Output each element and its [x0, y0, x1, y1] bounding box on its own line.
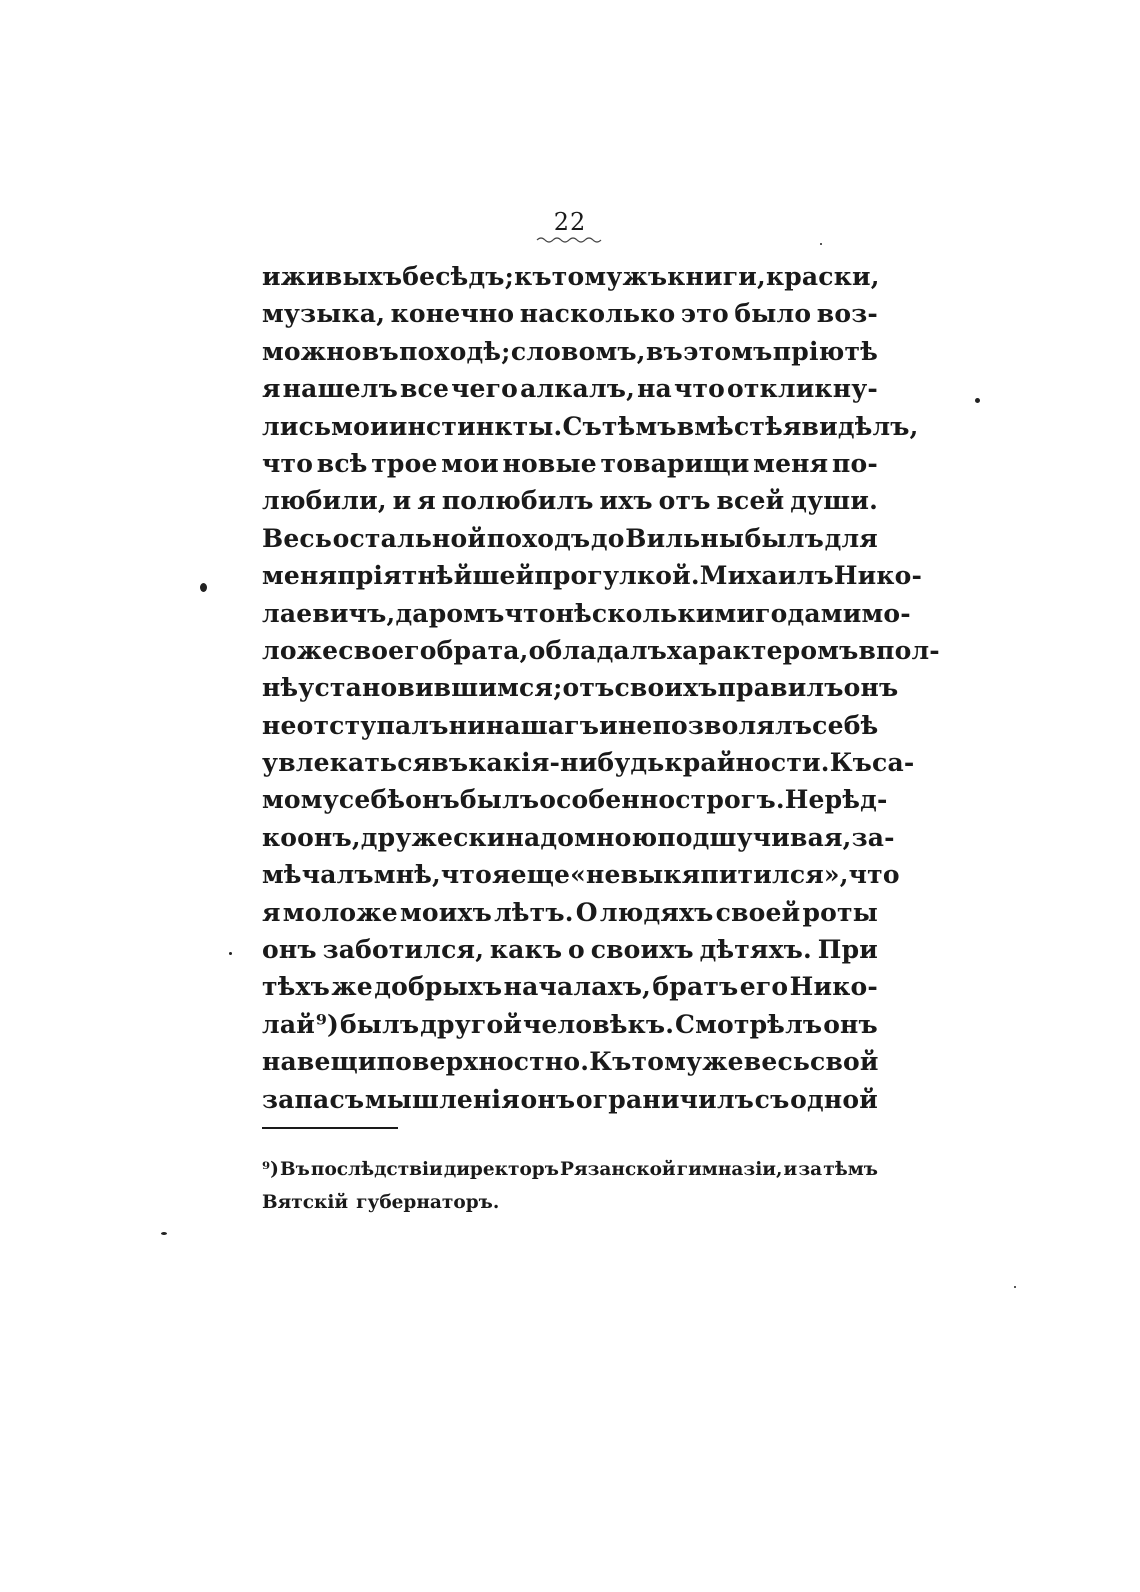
body-word: еще	[510, 860, 571, 890]
body-line	[262, 333, 878, 370]
body-word: шагъ	[520, 710, 600, 740]
body-word: мои	[441, 448, 499, 478]
body-word: мои	[331, 411, 389, 441]
body-word: краски,	[765, 262, 880, 291]
body-word: мышленія	[364, 1084, 520, 1114]
body-word: полюбилъ	[441, 486, 594, 516]
body-line	[262, 819, 895, 856]
body-line	[262, 781, 888, 818]
body-word: по-	[832, 448, 878, 478]
body-line	[262, 445, 878, 482]
scan-speck	[200, 583, 207, 592]
body-word: лай	[262, 1009, 315, 1039]
body-word: прогулкой.	[534, 561, 700, 591]
scan-speck	[1014, 1286, 1016, 1288]
page-number-ornament	[535, 234, 605, 246]
body-word: ⁹)	[315, 1009, 340, 1039]
body-word: отступалъ	[296, 710, 449, 740]
footnote-word: Въ	[279, 1159, 310, 1180]
body-word: онъ	[843, 673, 899, 703]
body-word: же	[702, 1047, 744, 1077]
body-word: ложе	[262, 635, 339, 665]
body-word: заботился,	[322, 935, 485, 965]
body-word: даромъ	[395, 598, 505, 628]
body-word: дружески	[360, 822, 506, 852]
body-word: онъ	[520, 1084, 576, 1114]
body-word: ихъ	[599, 486, 653, 516]
body-word: онъ,	[297, 822, 361, 852]
body-word: на	[262, 1047, 297, 1077]
body-word: началахъ,	[503, 972, 652, 1002]
footnote-word: ⁹)	[262, 1159, 279, 1180]
body-word: лѣтъ.	[494, 897, 574, 927]
body-word: пріютѣ	[772, 336, 878, 366]
body-word: годами	[755, 598, 862, 628]
body-word: не	[617, 710, 653, 740]
body-line	[262, 482, 878, 519]
body-word: тѣмъ	[601, 411, 677, 441]
body-word: бесѣдъ;	[402, 262, 515, 291]
body-word: что	[848, 860, 900, 890]
body-word: остальной	[332, 523, 487, 553]
body-word: нашелъ	[282, 374, 398, 404]
body-word: са-	[872, 748, 915, 778]
body-word: все	[399, 374, 450, 404]
body-word: ко	[262, 822, 298, 852]
body-word: было	[734, 299, 812, 329]
body-word: свой	[810, 1047, 879, 1077]
body-word: мо-	[861, 598, 911, 628]
body-word: какія-нибудь	[468, 748, 665, 778]
body-word: Нерѣд-	[784, 785, 888, 815]
body-word: характеромъ	[667, 635, 859, 665]
body-word: души.	[790, 486, 878, 516]
body-word: какъ	[489, 935, 563, 965]
footnote-word: послѣдствіи	[310, 1159, 443, 1180]
body-line	[262, 370, 878, 407]
body-word: установившимся;	[298, 673, 563, 703]
body-word: можно	[262, 336, 362, 366]
body-line	[262, 894, 878, 931]
body-word: онъ	[405, 785, 460, 815]
body-word: съ	[754, 1084, 790, 1114]
body-word: надо	[505, 822, 575, 852]
body-word: отъ	[562, 673, 615, 703]
body-word: я	[262, 897, 281, 927]
body-word: Смотрѣлъ	[675, 1009, 823, 1039]
body-word: одной	[790, 1084, 878, 1114]
body-word: мому	[262, 785, 339, 815]
body-word: я	[417, 486, 436, 516]
body-word: на	[637, 374, 672, 404]
body-word: чего	[451, 374, 519, 404]
body-word: особенно	[539, 785, 676, 815]
body-word: товарищи	[600, 448, 750, 478]
body-word: въ	[431, 748, 469, 778]
body-line	[262, 520, 878, 557]
body-word: поверхностно.	[376, 1047, 590, 1077]
body-word: что	[673, 374, 726, 404]
body-word: тѣхъ	[262, 972, 330, 1002]
body-line	[262, 669, 899, 706]
body-line	[262, 1006, 878, 1043]
body-word: трое	[371, 448, 438, 478]
body-word: жъ	[622, 262, 668, 291]
body-word: воз-	[816, 299, 878, 329]
body-word: новые	[502, 448, 597, 478]
footnote-line	[262, 1153, 878, 1186]
body-word: я	[782, 411, 802, 441]
footnote-word: Рязанской	[560, 1159, 676, 1180]
body-line	[262, 931, 878, 968]
body-word: моихъ	[399, 897, 492, 927]
body-word: что	[440, 860, 492, 890]
body-word: на	[485, 710, 521, 740]
body-word: Весь	[262, 523, 333, 553]
body-word: братъ	[652, 972, 739, 1002]
body-word: Вильны	[625, 523, 745, 553]
body-word: всѣ	[316, 448, 368, 478]
body-word: въ	[645, 336, 683, 366]
body-word: позволялъ	[652, 710, 813, 740]
body-word: увлекаться	[262, 748, 432, 778]
scan-speck	[975, 398, 980, 403]
body-word: былъ	[744, 523, 825, 553]
body-word: Къ	[829, 748, 873, 778]
body-word: меня	[753, 448, 829, 478]
body-word: своихъ	[614, 673, 718, 703]
body-word: ни	[448, 710, 486, 740]
body-text	[262, 258, 940, 1118]
body-word: брата,	[436, 635, 529, 665]
footnote-rule	[262, 1127, 398, 1129]
body-word: музыка,	[262, 299, 386, 329]
body-word: «не	[570, 860, 621, 890]
body-word: книги,	[667, 262, 766, 291]
body-line	[262, 258, 878, 295]
body-word: моложе	[282, 897, 398, 927]
body-line	[262, 707, 878, 744]
body-word: Михаилъ	[699, 561, 834, 591]
body-word: себѣ	[812, 710, 879, 740]
body-word: подшучивая,	[657, 822, 852, 852]
body-word: своей	[715, 897, 801, 927]
body-word: инстинкты.	[388, 411, 563, 441]
body-line	[262, 408, 919, 445]
body-word: вещи	[296, 1047, 377, 1077]
footnote-line	[262, 1186, 878, 1219]
body-word: для	[824, 523, 878, 553]
body-word: При	[817, 935, 878, 965]
body-word: своихъ	[590, 935, 694, 965]
body-word: алкалъ,	[520, 374, 636, 404]
body-word: въ	[361, 336, 399, 366]
body-word: насколько	[519, 299, 676, 329]
body-word: и	[262, 262, 281, 291]
footnote-word: гимназіи,	[676, 1159, 783, 1180]
body-word: о	[568, 935, 585, 965]
body-word: добрыхъ	[374, 972, 503, 1002]
body-word: себѣ	[338, 785, 406, 815]
body-word: былъ	[339, 1009, 420, 1039]
body-word: своего	[338, 635, 437, 665]
body-word: нѣсколькими	[555, 598, 756, 628]
body-word: тому	[551, 262, 623, 291]
footnote-word: и	[783, 1159, 798, 1180]
body-word: не	[262, 710, 297, 740]
footnote-word: за	[798, 1159, 823, 1180]
body-word: живыхъ	[280, 262, 403, 291]
body-word: крайности.	[664, 748, 830, 778]
body-word: любили,	[262, 486, 387, 516]
scan-speck	[820, 243, 822, 245]
footnotes	[262, 1153, 878, 1219]
body-word: что	[504, 598, 556, 628]
body-word: и	[599, 710, 618, 740]
body-word: Съ	[562, 411, 602, 441]
body-word: человѣкъ.	[522, 1009, 675, 1039]
body-word: мѣчалъ	[262, 860, 374, 890]
body-word: конечно	[390, 299, 515, 329]
body-line	[262, 632, 940, 669]
body-word: роты	[802, 897, 878, 927]
body-word: же	[331, 972, 373, 1002]
body-word: О	[575, 897, 598, 927]
body-word: тому	[631, 1047, 703, 1077]
page-number: 22	[553, 208, 587, 236]
body-word: я	[491, 860, 511, 890]
body-word: всей	[716, 486, 785, 516]
body-word: Нико-	[833, 561, 923, 591]
body-word: видѣлъ,	[801, 411, 919, 441]
body-line	[262, 595, 911, 632]
footnote-word: тѣмъ	[823, 1159, 878, 1180]
body-word: пріятнѣйшей	[337, 561, 535, 591]
body-word: отъ	[658, 486, 711, 516]
body-word: людяхъ	[599, 897, 714, 927]
body-word: вмѣстѣ	[676, 411, 783, 441]
body-line	[262, 1081, 878, 1118]
body-word: Къ	[589, 1047, 632, 1077]
body-line	[262, 295, 878, 332]
footnote-word: губернаторъ.	[356, 1192, 500, 1213]
body-word: словомъ,	[510, 336, 646, 366]
body-word: былъ	[459, 785, 540, 815]
footnote-word: директоръ	[443, 1159, 559, 1180]
body-word: правилъ	[717, 673, 844, 703]
scan-speck	[229, 952, 232, 955]
body-word: нѣ	[262, 673, 299, 703]
body-word: лаевичъ,	[262, 598, 396, 628]
body-word: къ	[514, 262, 552, 291]
body-word: откликну-	[727, 374, 878, 404]
body-word: Нико-	[789, 972, 878, 1002]
body-word: походъ	[486, 523, 591, 553]
scan-speck	[161, 1232, 167, 1235]
body-word: запасъ	[262, 1084, 365, 1114]
footnote-word: Вятскій	[262, 1192, 349, 1213]
body-word: что	[262, 448, 314, 478]
body-line	[262, 744, 915, 781]
body-word: лись	[262, 411, 332, 441]
body-word: это	[680, 299, 729, 329]
body-word: дѣтяхъ.	[699, 935, 812, 965]
body-word: его	[739, 972, 789, 1002]
body-word: выкяпитился»,	[620, 860, 849, 890]
body-line	[262, 968, 878, 1005]
body-word: онъ	[262, 935, 317, 965]
body-word: обладалъ	[528, 635, 668, 665]
body-word: походѣ;	[399, 336, 511, 366]
body-word: этомъ	[683, 336, 773, 366]
body-word: до	[590, 523, 625, 553]
body-line	[262, 1043, 878, 1080]
body-word: меня	[262, 561, 338, 591]
body-word: весь	[743, 1047, 811, 1077]
body-word: онъ	[823, 1009, 878, 1039]
body-word: и	[392, 486, 412, 516]
body-line	[262, 557, 923, 594]
body-line	[262, 856, 900, 893]
body-word: я	[262, 374, 281, 404]
body-word: мною	[574, 822, 658, 852]
body-word: впол-	[858, 635, 940, 665]
body-word: другой	[420, 1009, 523, 1039]
body-word: ограничилъ	[575, 1084, 755, 1114]
body-word: строгъ.	[675, 785, 785, 815]
body-word: мнѣ,	[373, 860, 441, 890]
body-word: за-	[851, 822, 895, 852]
